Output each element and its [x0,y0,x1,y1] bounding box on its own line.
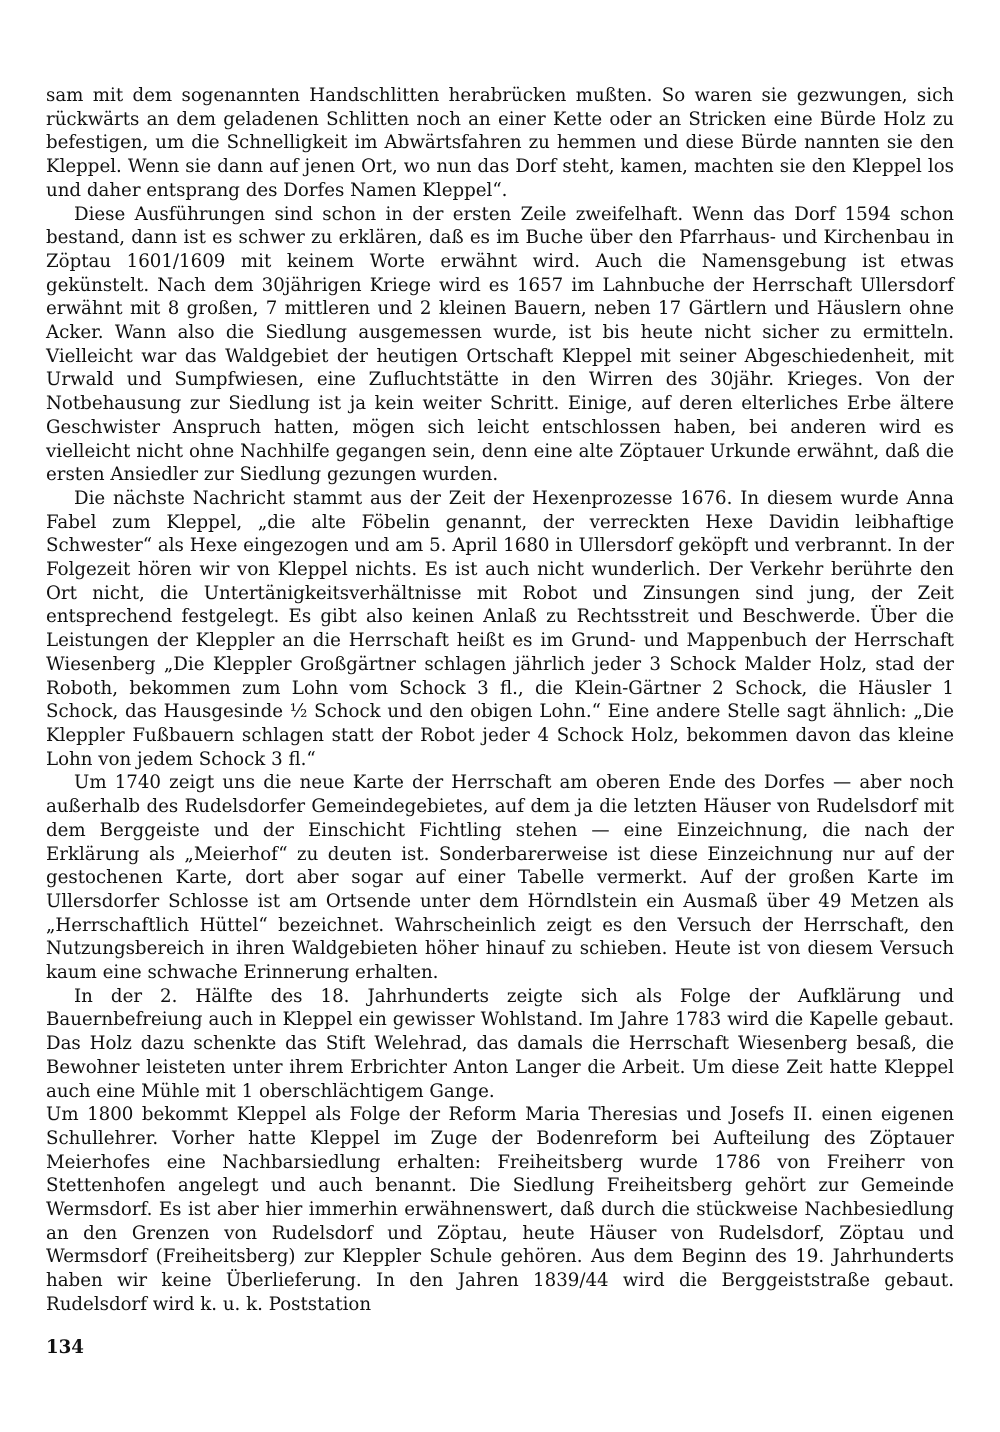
paragraph-2: Diese Ausführungen sind schon in der ersten Zeile zweifelhaft. Wenn das Dorf 1594 schon bestand, dann ist es schwer zu erklären, daß es im Buche über den Pfarrhaus- und Kirchenbau in Zöptau 1601/1609 mit keinem Worte erwähnt wird. Auch die Namensgebung ist etwas gekünstelt. Nach dem 30jährigen Kriege wird es 1657 im Lahnbuche der Herrschaft Ullersdorf erwähnt mit 8 großen, 7 mittleren und 2 kleinen Bauern, neben 17 Gärtlern und Häuslern ohne Acker. Wann also die Siedlung ausgemessen wurde, ist bis heute nicht sicher zu ermitteln. Vielleicht war das Waldgebiet der heutigen Ortschaft Kleppel mit seiner Abgeschiedenheit, mit Urwald und Sumpfwiesen, eine Zufluchtstätte in den Wirren des 30jähr. Krieges. Von der Notbehausung zur Siedlung ist ja kein weiter Schritt. Einige, auf deren elterliches Erbe ältere Geschwister Anspruch hatten, mögen sich leicht entschlossen haben, bei anderen wird es vielleicht nicht ohne Nachhilfe gegangen sein, denn eine alte Zöptauer Urkunde erwähnt, daß die ersten Ansiedler zur Siedlung gezungen wurden. [46,203,954,486]
page-number: 134 [46,1337,84,1358]
paragraph-5: In der 2. Hälfte des 18. Jahrhunderts zeigte sich als Folge der Aufklärung und Bauernbefreiung auch in Kleppel ein gewisser Wohlstand. Im Jahre 1783 wird die Kapelle gebaut. Das Holz dazu schenkte das Stift Welehrad, das damals die Herrschaft Wiesenberg besaß, die Bewohner leisteten unter ihrem Erbrichter Anton Langer die Arbeit. Um diese Zeit hatte Kleppel auch eine Mühle mit 1 oberschlächtigem Gange. [46,985,954,1102]
body-text [46,84,954,1317]
paragraph-6: Um 1800 bekommt Kleppel als Folge der Reform Maria Theresias und Josefs II. einen eigenen Schullehrer. Vorher hatte Kleppel im Zuge der Bodenreform bei Aufteilung des Zöptauer Meierhofes eine Nachbarsiedlung erhalten: Freiheitsberg wurde 1786 von Freiherr von Stettenhofen angelegt und auch benannt. Die Siedlung Freiheitsberg gehört zur Gemeinde Wermsdorf. Es ist aber hier immerhin erwähnenswert, daß durch die stückweise Nachbesiedlung an den Grenzen von Rudelsdorf und Zöptau, heute Häuser von Rudelsdorf, Zöptau und Wermsdorf (Freiheitsberg) zur Kleppler Schule gehören. Aus dem Beginn des 19. Jahrhunderts haben wir keine Überlieferung. In den Jahren 1839/44 wird die Berggeiststraße gebaut. Rudelsdorf wird k. u. k. Poststation [46,1104,954,1315]
paragraph-3: Die nächste Nachricht stammt aus der Zeit der Hexenprozesse 1676. In diesem wurde Anna Fabel zum Kleppel, „die alte Föbelin genannt, der verreckten Hexe Davidin leibhaftige Schwester“ als Hexe eingezogen und am 5. April 1680 in Ullersdorf geköpft und verbrannt. In der Folgezeit hören wir von Kleppel nichts. Es ist auch nicht wunderlich. Der Verkehr berührte den Ort nicht, die Untertänigkeitsverhältnisse mit Robot und Zinsungen sind jung, der Zeit entsprechend festgelegt. Es gibt also keinen Anlaß zu Rechtsstreit und Beschwerde. Über die Leistungen der Kleppler an die Herrschaft heißt es im Grund- und Mappenbuch der Herrschaft Wiesenberg „Die Kleppler Großgärtner schlagen jährlich jeder 3 Schock Malder Holz, stad der Roboth, bekommen zum Lohn vom Schock 3 fl., die Klein-Gärtner 2 Schock, die Häusler 1 Schock, das Hausgesinde ½ Schock und den obigen Lohn.“ Eine andere Stelle sagt ähnlich: „Die Kleppler Fußbauern schlagen statt der Robot jeder 4 Schock Holz, bekommen davon das kleine Lohn von jedem Schock 3 fl.“ [46,487,954,770]
paragraph-1: sam mit dem sogenannten Handschlitten herabrücken mußten. So waren sie gezwungen, sich rückwärts an dem geladenen Schlitten noch an einer Kette oder an Stricken eine Bürde Holz zu befestigen, um die Schnelligkeit im Abwärtsfahren zu hemmen und diese Bürde nannten sie den Kleppel. Wenn sie dann auf jenen Ort, wo nun das Dorf steht, kamen, machten sie den Kleppel los und daher entsprang des Dorfes Namen Kleppel“. [46,85,954,201]
paragraph-4: Um 1740 zeigt uns die neue Karte der Herrschaft am oberen Ende des Dorfes — aber noch außerhalb des Rudelsdorfer Gemeindegebietes, auf dem ja die letzten Häuser von Rudelsdorf mit dem Berggeiste und der Einschicht Fichtling stehen — eine Einzeichnung, die nach der Erklärung als „Meierhof“ zu deuten ist. Sonderbarerweise ist diese Einzeichnung nur auf der gestochenen Karte, dort aber sogar auf einer Tabelle vermerkt. Auf der großen Karte im Ullersdorfer Schlosse ist am Ortsende unter dem Hörndlstein ein Ausmaß über 49 Metzen als „Herrschaftlich Hüttel“ bezeichnet. Wahrscheinlich zeigt es den Versuch der Herrschaft, den Nutzungsbereich in ihren Waldgebieten höher hinauf zu schieben. Heute ist von diesem Versuch kaum eine schwache Erinnerung erhalten. [46,772,954,984]
